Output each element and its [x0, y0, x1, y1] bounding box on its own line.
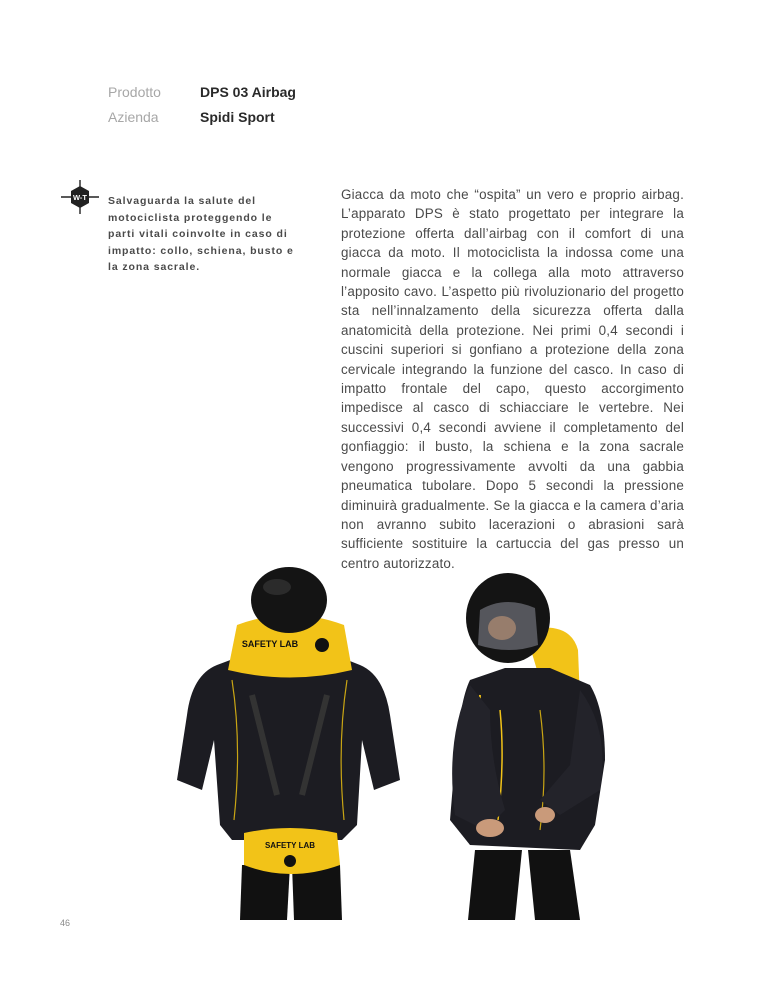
- page-number: 46: [60, 918, 71, 928]
- article-body: Giacca da moto che “ospita” un vero e proprio airbag. L’apparato DPS è stato progettato per integrare la protezione offerta dall’airbag con il comfort di una giacca da moto. Il motociclista la indossa come una normale giacca e la collega alla moto attraverso l’apposito cavo. L’aspetto più rivoluzionario del progetto sta nell’innalzamento della sicurezza offerta dalla anatomicità della protezione. Nei primi 0,4 secondi i cuscini superiori si gonfiano a protezione della zona cervicale integrando la funzione del casco. In caso di impatto frontale del capo, questo accorgimento impedisce al casco di schiacciare le vertebre. Nei successivi 0,4 secondi avviene il completamento del gonfiaggio: il busto, la schiena e la zona sacrale vengono progressivamente avvolti da una gabbia pneumatica tubolare. Dopo 5 secondi la pressione diminuirà gradualmente. Se la giacca e la camera d’aria non avranno subito lacerazioni o abrasioni sarà sufficiente sostituire la cartuccia del gas presso un centro autorizzato.: [341, 187, 684, 571]
- jacket-back-photo: [172, 565, 407, 920]
- logo-text: W-T: [72, 193, 88, 202]
- summary-text: Salvaguarda la salute del motociclista proteggendo le parti vitali coinvolte in caso di impatto: collo, schiena, busto e la zona sacrale.: [108, 195, 294, 273]
- jacket-side-photo: [430, 560, 615, 920]
- product-label: Prodotto: [108, 84, 161, 100]
- wt-compass-logo-icon: [61, 180, 99, 214]
- belt-airbag-label: SAFETY LAB: [264, 841, 316, 850]
- company-label: Azienda: [108, 109, 159, 125]
- product-value: DPS 03 Airbag: [200, 84, 296, 100]
- collar-airbag-label: SAFETY LAB: [241, 639, 299, 649]
- company-value: Spidi Sport: [200, 109, 275, 125]
